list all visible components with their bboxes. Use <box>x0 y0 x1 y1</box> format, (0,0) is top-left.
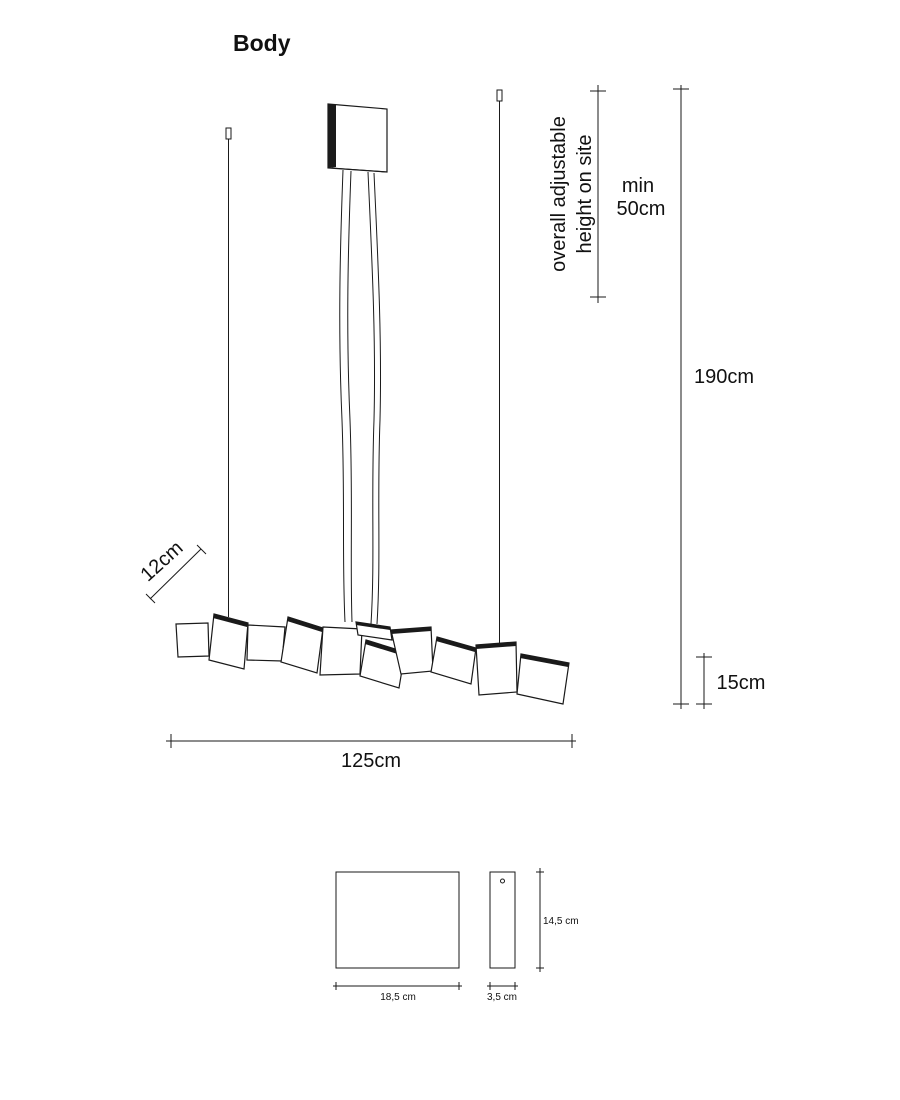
overall-height-label: 190cm <box>693 366 755 388</box>
canopy-width-label: 18,5 cm <box>380 992 416 1003</box>
right-suspension-cable <box>497 90 502 646</box>
panel-3 <box>247 625 285 661</box>
adjustable-height-label-line2: height on site <box>574 134 596 254</box>
lamp-body-panels <box>176 614 569 704</box>
body-height-dimension <box>696 653 712 709</box>
panel-2 <box>209 614 248 669</box>
canopy-height-label: 14,5 cm <box>543 916 579 927</box>
canopy-depth-dimension <box>487 982 518 990</box>
overall-width-label: 125cm <box>340 750 402 772</box>
min-height-label-line2: 50cm <box>616 198 666 220</box>
left-suspension-cable <box>226 128 231 617</box>
panel-4 <box>281 617 323 673</box>
panel-1 <box>176 623 209 657</box>
canopy-front-view <box>336 872 459 968</box>
body-depth-label: 12cm <box>136 537 188 587</box>
diagram-title: Body <box>233 30 291 56</box>
power-cables <box>340 170 381 624</box>
panel-11 <box>517 654 569 704</box>
overall-width-dimension <box>166 734 576 748</box>
panel-5 <box>320 627 362 675</box>
panel-10 <box>476 642 517 695</box>
canopy-side-view <box>490 872 515 968</box>
min-height-label-line1: min <box>621 175 655 197</box>
canopy-depth-label: 3,5 cm <box>486 992 518 1003</box>
body-height-label: 15cm <box>716 672 766 694</box>
overall-height-dimension <box>673 85 689 709</box>
canopy-width-dimension <box>333 982 462 990</box>
ceiling-canopy <box>328 104 387 172</box>
panel-9 <box>431 637 476 684</box>
adjustable-height-label-line1: overall adjustable <box>548 116 570 272</box>
